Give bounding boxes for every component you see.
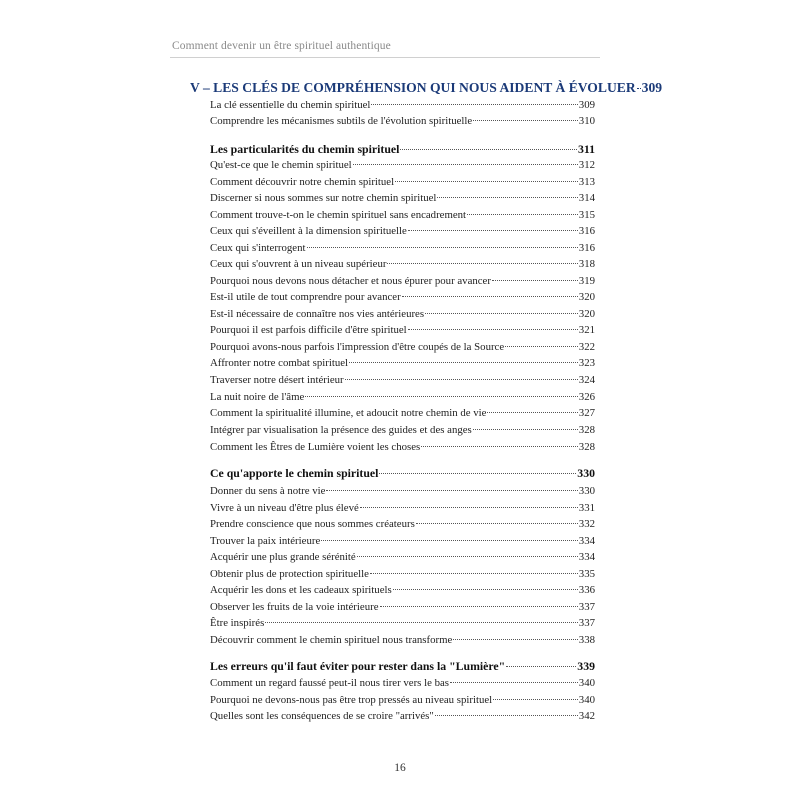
toc-entry [210,340,595,354]
dot-leader [360,507,578,508]
dot-leader [408,329,578,330]
toc-title: Comment découvrir notre chemin spirituel [210,176,395,188]
dot-leader [387,263,577,264]
toc-page-number: 318 [578,258,595,270]
dot-leader [467,214,578,215]
toc-page-number: 330 [577,466,595,480]
toc-entry [210,440,595,454]
toc-page-number: 337 [578,617,595,629]
dot-leader [379,473,576,474]
toc-title: Discerner si nous sommes sur notre chemin spirituel [210,192,437,204]
toc-title: Ceux qui s'ouvrent à un niveau supérieur [210,258,387,270]
dot-leader [408,230,578,231]
toc-entry [210,600,595,614]
dot-leader [345,379,578,380]
dot-leader [321,540,578,541]
dot-leader [453,639,578,640]
toc-title: V – LES CLÉS DE COMPRÉHENSION QUI NOUS AIDENT À ÉVOLUER [190,80,636,95]
dot-leader [349,362,578,363]
dot-leader [370,573,578,574]
dot-leader [492,280,578,281]
toc-section-heading [210,142,595,156]
toc-entry [210,567,595,581]
dot-leader [437,197,577,198]
toc-page-number: 309 [578,99,595,111]
toc-entry [210,114,595,128]
toc-entry [210,241,595,255]
toc-title: Comment les Êtres de Lumière voient les choses [210,441,421,453]
toc-page-number: 315 [578,209,595,221]
toc-title: Est-il utile de tout comprendre pour avancer [210,291,401,303]
toc-title: Comment trouve-t-on le chemin spirituel sans encadrement [210,209,467,221]
toc-entry [210,709,595,723]
toc-page-number: 314 [578,192,595,204]
toc-entry [210,406,595,420]
toc-title: Les erreurs qu'il faut éviter pour rester dans la "Lumière" [210,659,506,673]
dot-leader [371,104,577,105]
dot-leader [400,149,577,150]
dot-leader [380,606,578,607]
toc-entry [210,423,595,437]
toc-entry [210,257,595,271]
toc-entry [210,98,595,112]
toc-page-number: 336 [578,584,595,596]
toc-page-number: 338 [578,634,595,646]
toc-title: Comment la spiritualité illumine, et adoucit notre chemin de vie [210,407,487,419]
dot-leader [305,396,578,397]
toc-page-number: 321 [578,324,595,336]
toc-entry [210,517,595,531]
dot-leader [473,429,578,430]
toc-title: Obtenir plus de protection spirituelle [210,568,369,580]
toc-entry [210,307,595,321]
toc-entry [210,693,595,707]
toc-page-number: 320 [578,308,595,320]
dot-leader [357,556,578,557]
dot-leader [353,164,578,165]
toc-page-number: 327 [578,407,595,419]
toc-title: Être inspirés [210,617,265,629]
toc-entry [210,274,595,288]
toc-page-number: 335 [578,568,595,580]
toc-title: Découvrir comment le chemin spirituel nous transforme [210,634,453,646]
toc-title: Acquérir une plus grande sérénité [210,551,356,563]
dot-leader [416,523,578,524]
toc-page-number: 319 [578,275,595,287]
toc-title: Comment un regard faussé peut-il nous tirer vers le bas [210,677,449,689]
toc-title: Trouver la paix intérieure [210,535,321,547]
toc-section-heading [210,466,595,480]
toc-title: La clé essentielle du chemin spirituel [210,99,371,111]
dot-leader [435,715,578,716]
toc-title: Acquérir les dons et les cadeaux spirituels [210,584,392,596]
toc-page-number: 340 [578,694,595,706]
toc-entry [210,583,595,597]
dot-leader [505,346,578,347]
toc-page-number: 328 [578,424,595,436]
toc-entry [210,356,595,370]
toc-title: Quelles sont les conséquences de se croire "arrivés" [210,710,434,722]
toc-title: Donner du sens à notre vie [210,485,326,497]
toc-page-number: 340 [578,677,595,689]
dot-leader [473,120,578,121]
dot-leader [402,296,578,297]
toc-title: Comprendre les mécanismes subtils de l'évolution spirituelle [210,115,473,127]
toc-page-number: 337 [578,601,595,613]
toc-page-number: 339 [577,659,595,673]
page-number: 16 [394,762,406,774]
toc-page-number: 311 [577,142,595,156]
toc-page-number: 316 [578,242,595,254]
toc-page-number: 331 [578,502,595,514]
toc-title: Pourquoi avons-nous parfois l'impression d'être coupés de la Source [210,341,505,353]
running-header: Comment devenir un être spirituel authentique [172,40,391,52]
toc-page-number: 323 [578,357,595,369]
toc-title: Vivre à un niveau d'être plus élevé [210,502,359,514]
toc-entry [210,676,595,690]
toc-title: Ceux qui s'interrogent [210,242,306,254]
toc-title: Prendre conscience que nous sommes créateurs [210,518,415,530]
toc-chapter-heading [190,80,663,95]
toc-page-number: 330 [578,485,595,497]
toc-entry [210,208,595,222]
toc-entry [210,534,595,548]
dot-leader [393,589,578,590]
toc-entry [210,158,595,172]
toc-title: Pourquoi nous devons nous détacher et nous épurer pour avancer [210,275,491,287]
dot-leader [487,412,577,413]
toc-title: Affronter notre combat spirituel [210,357,349,369]
dot-leader [326,490,577,491]
toc-title: Ce qu'apporte le chemin spirituel [210,466,379,480]
toc-page-number: 312 [578,159,595,171]
toc-section-heading [210,659,595,673]
toc-title: Qu'est-ce que le chemin spirituel [210,159,352,171]
toc-page-number: 316 [578,225,595,237]
toc-entry [210,323,595,337]
header-divider [170,57,600,58]
toc-page-number: 328 [578,441,595,453]
toc-entry [210,633,595,647]
toc-title: La nuit noire de l'âme [210,391,305,403]
dot-leader [395,181,578,182]
toc-entry [210,484,595,498]
dot-leader [265,622,578,623]
dot-leader [493,699,578,700]
toc-title: Les particularités du chemin spirituel [210,142,400,156]
toc-page-number: 342 [578,710,595,722]
dot-leader [307,247,578,248]
toc-page-number: 334 [578,535,595,547]
toc-page-number: 334 [578,551,595,563]
toc-title: Est-il nécessaire de connaître nos vies antérieures [210,308,425,320]
toc-title: Traverser notre désert intérieur [210,374,344,386]
toc-entry [210,224,595,238]
toc-page-number: 322 [578,341,595,353]
toc-page-number: 309 [641,80,663,95]
toc-page-number: 332 [578,518,595,530]
dot-leader [421,446,578,447]
toc-entry [210,616,595,630]
dot-leader [506,666,576,667]
toc-page-number: 313 [578,176,595,188]
toc-entry [210,175,595,189]
toc-entry [210,550,595,564]
dot-leader [425,313,578,314]
toc-entry [210,373,595,387]
toc-page-number: 310 [578,115,595,127]
toc-entry [210,390,595,404]
toc-page-number: 320 [578,291,595,303]
toc-entry [210,290,595,304]
toc-entry [210,501,595,515]
toc-title: Intégrer par visualisation la présence des guides et des anges [210,424,472,436]
toc-title: Ceux qui s'éveillent à la dimension spirituelle [210,225,407,237]
toc-page-number: 324 [578,374,595,386]
toc-title: Pourquoi ne devons-nous pas être trop pressés au niveau spirituel [210,694,493,706]
toc-entry [210,191,595,205]
dot-leader [450,682,578,683]
dot-leader [637,88,641,89]
toc-title: Pourquoi il est parfois difficile d'être spirituel [210,324,407,336]
toc-page-number: 326 [578,391,595,403]
toc-title: Observer les fruits de la voie intérieure [210,601,379,613]
